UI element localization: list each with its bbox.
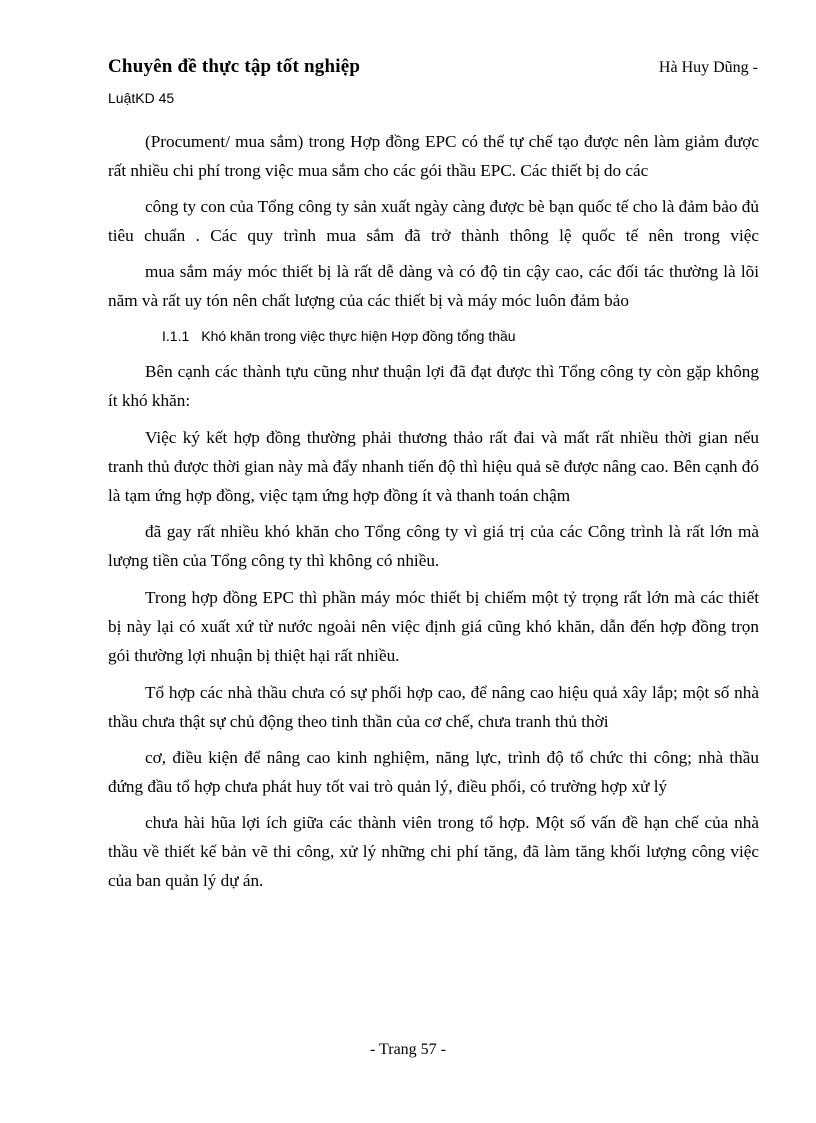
paragraph: Việc ký kết hợp đồng thường phải thương thảo rất đai và mất rất nhiều thời gian nếu tranh thủ được thời gian này mà đẩy nhanh tiến độ thì hiệu quả sẽ được nâng cao. Bên cạnh đó là tạm ứng hợp đồng, việc tạm ứng hợp đồng ít và thanh toán chậm	[108, 428, 759, 505]
paragraph: Trong hợp đồng EPC thì phần máy móc thiết bị chiếm một tỷ trọng rất lớn mà các thiết bị này lại có xuất xứ từ nước ngoài nên việc định giá cũng khó khăn, dẫn đến hợp đồng trọn gói thường lợi nhuận bị thiệt hại rất nhiều.	[108, 588, 759, 665]
page-header	[108, 56, 760, 116]
section-heading-text: Khó khăn trong việc thực hiện Hợp đồng tổng thầu	[201, 328, 516, 344]
class-label: LuậtKD 45	[108, 90, 175, 106]
paragraph: Tổ hợp các nhà thầu chưa có sự phối hợp cao, để nâng cao hiệu quả xây lắp; một số nhà thầu chưa thật sự chủ động theo tinh thần của cơ chế, chưa tranh thủ thời	[108, 683, 759, 731]
section-heading	[162, 323, 759, 349]
page-number: - Trang 57 -	[369, 1041, 446, 1058]
author-name: Hà Huy Dũng -	[658, 59, 758, 76]
paragraph: Bên cạnh các thành tựu cũng như thuận lợi đã đạt được thì Tổng công ty còn gặp không ít khó khăn:	[108, 362, 759, 410]
paragraph: mua sắm máy móc thiết bị là rất dễ dàng và có độ tin cậy cao, các đối tác thường là lõi năm và rất uy tón nên chất lượng của các thiết bị và máy móc luôn đảm bảo	[108, 262, 759, 310]
section-number: I.1.1	[162, 328, 190, 344]
paragraph: (Procument/ mua sắm) trong Hợp đồng EPC có thể tự chế tạo được nên làm giảm được rất nhiều chi phí trong việc mua sắm cho các gói thầu EPC. Các thiết bị do các	[108, 132, 759, 180]
document-title: Chuyên đề thực tập tốt nghiệp	[108, 56, 361, 77]
paragraph: chưa hài hũa lợi ích giữa các thành viên trong tổ hợp. Một số vấn đề hạn chế của nhà thầu về thiết kế bản vẽ thi công, xử lý những chi phí tăng, đã làm tăng khối lượng công việc của ban quản lý dự án.	[108, 813, 759, 890]
paragraph: đã gay rất nhiều khó khăn cho Tổng công ty vì giá trị của các Công trình là rất lớn mà lượng tiền của Tổng công ty thì không có nhiều.	[108, 522, 759, 570]
paragraph: công ty con của Tổng công ty sản xuất ngày càng được bè bạn quốc tế cho là đảm bảo đủ tiêu chuẩn . Các quy trình mua sắm đã trở thành thông lệ quốc tế nên trong việc	[108, 197, 759, 245]
paragraph: cơ, điều kiện để nâng cao kinh nghiệm, năng lực, trình độ tổ chức thi công; nhà thầu đứng đầu tổ hợp chưa phát huy tốt vai trò quản lý, điều phối, có trường hợp xử lý	[108, 748, 759, 796]
body-content	[108, 127, 759, 895]
